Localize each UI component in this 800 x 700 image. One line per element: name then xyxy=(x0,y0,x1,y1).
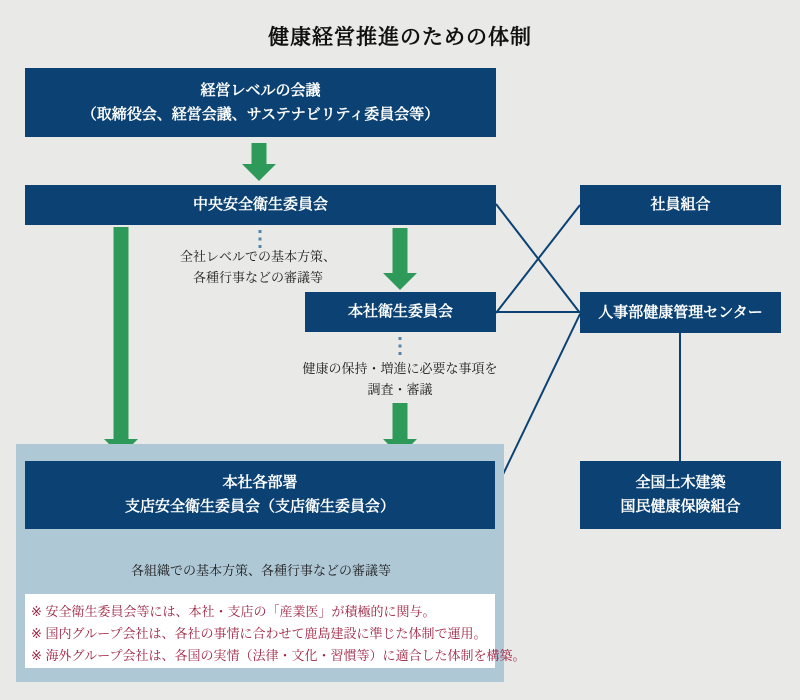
caption-honsha-committee xyxy=(290,358,510,400)
arrow-central-to-branches-long xyxy=(104,227,138,456)
caption-central-committee xyxy=(148,246,368,288)
box-management-line2: （取締役会、経営会議、サステナビリティ委員会等） xyxy=(81,105,440,123)
box-honsha-label: 本社衛生委員会 xyxy=(347,303,453,320)
diagram-title: 健康経営推進のための体制 xyxy=(268,26,532,49)
line-honsha-to-union xyxy=(496,205,580,313)
box-central-label: 中央安全衛生委員会 xyxy=(192,196,328,213)
line-central-to-hr xyxy=(496,204,580,313)
caption-branches-line1: 各組織での基本方策、各種行事などの審議等 xyxy=(130,563,391,578)
caption-branches xyxy=(101,560,421,581)
box-hr-health-management-center xyxy=(580,292,781,333)
box-hr-label: 人事部健康管理センター xyxy=(598,303,763,321)
box-national-health-insurance-society xyxy=(580,461,781,529)
note-item-1: ※ 安全衛生委員会等には、本社・支店の「産業医」が積極的に関与。 xyxy=(31,604,436,619)
box-union-label: 社員組合 xyxy=(650,196,711,213)
caption-honsha-line2: 調査・審議 xyxy=(367,382,433,397)
box-branch-safety-health-committees xyxy=(25,461,495,529)
box-branches-line1: 本社各部署 xyxy=(222,474,298,491)
note-item-3: ※ 海外グループ会社は、各国の実情（法律・文化・習慣等）に適合した体制を構築。 xyxy=(31,648,526,663)
notes-box xyxy=(25,594,526,668)
box-central-safety-health-committee xyxy=(25,185,496,225)
box-branches-line2: 支店安全衛生委員会（支店衛生委員会） xyxy=(124,498,395,515)
box-head-office-health-committee xyxy=(305,292,496,332)
caption-central-line1: 全社レベルでの基本方策、 xyxy=(179,249,336,264)
caption-honsha-line1: 健康の保持・増進に必要な事項を xyxy=(302,361,498,376)
box-employee-union xyxy=(580,185,781,225)
box-management-line1: 経営レベルの会議 xyxy=(200,81,321,99)
line-hr-to-branches xyxy=(496,314,580,489)
arrow-central-to-honsha xyxy=(383,228,417,290)
box-kenpo-line2: 国民健康保険組合 xyxy=(620,498,741,515)
note-item-2: ※ 国内グループ会社は、各社の事情に合わせて鹿島建設に準じた体制で運用。 xyxy=(31,626,487,641)
arrow-management-to-central xyxy=(242,143,276,181)
caption-central-line2: 各種行事などの審議等 xyxy=(192,270,323,285)
box-kenpo-line1: 全国土木建築 xyxy=(635,474,726,491)
box-management-meetings xyxy=(25,68,496,137)
